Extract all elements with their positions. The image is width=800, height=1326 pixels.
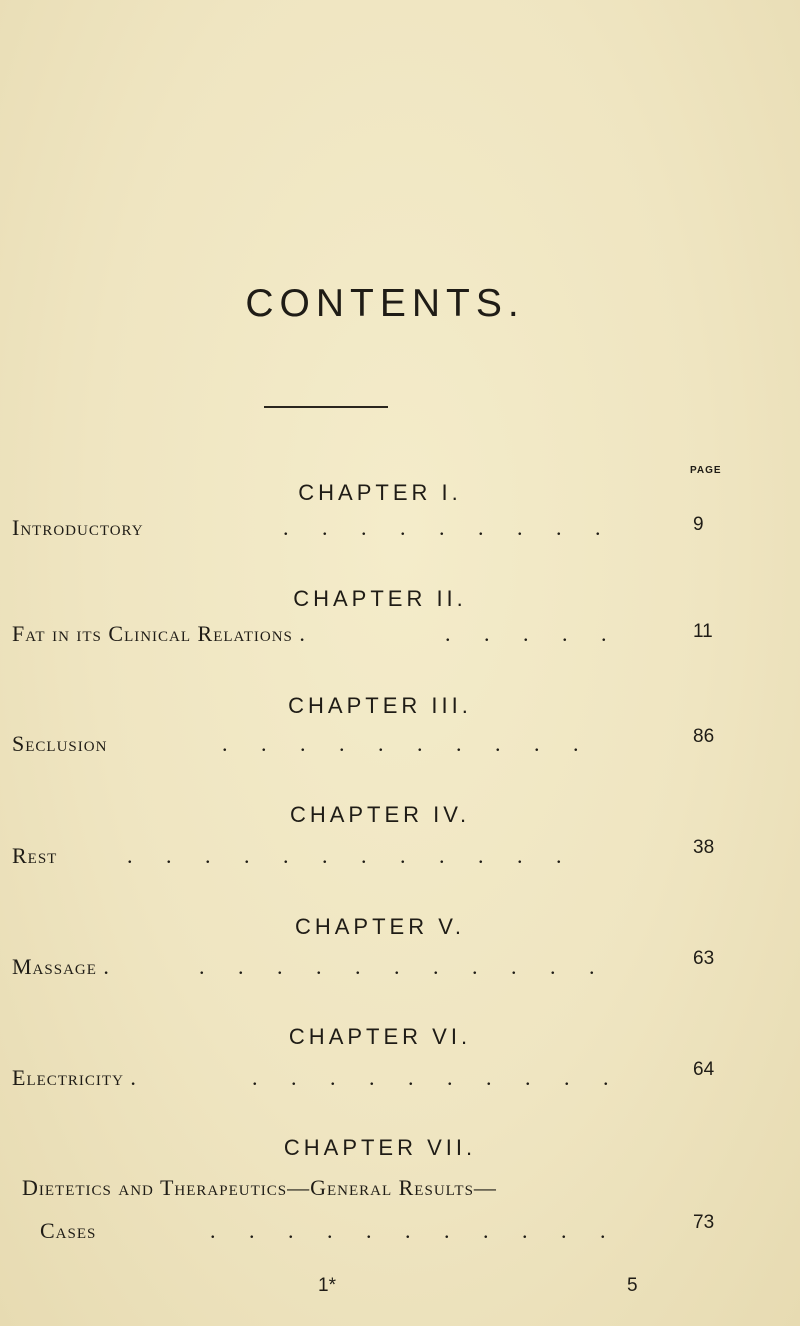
chapter-heading-4: CHAPTER IV.	[289, 802, 471, 827]
page-number-5: 63	[693, 948, 715, 969]
chapter-title-5: Massage .	[12, 954, 110, 979]
page-number-6: 64	[693, 1059, 715, 1080]
leader-dots-7: . . . . . . . . . . .	[210, 1218, 620, 1243]
chapter-heading-5: CHAPTER V.	[294, 914, 465, 939]
folio-number: 5	[627, 1275, 638, 1296]
chapter-heading-3: CHAPTER III.	[288, 693, 472, 718]
chapter-heading-1: CHAPTER I.	[298, 480, 462, 505]
leader-dots-4: . . . . . . . . . . . .	[127, 843, 576, 868]
chapter-heading-6: CHAPTER VI.	[288, 1024, 472, 1049]
chapter-title-6: Electricity .	[12, 1065, 137, 1090]
page-title: CONTENTS.	[245, 282, 525, 325]
chapter-title-1: Introductory	[12, 515, 144, 540]
title-rule	[264, 406, 388, 408]
chapter-title-7: Dietetics and Therapeutics—General Results—	[22, 1175, 497, 1200]
chapter-heading-7: CHAPTER VII.	[283, 1135, 477, 1160]
leader-dots-1: . . . . . . . . .	[283, 515, 615, 540]
leader-dots-6: . . . . . . . . . .	[252, 1065, 623, 1090]
page-number-1: 9	[693, 514, 704, 535]
signature-mark: 1*	[318, 1275, 336, 1296]
leader-dots-3: . . . . . . . . . .	[222, 731, 593, 756]
leader-dots-5: . . . . . . . . . . .	[199, 954, 609, 979]
page-number-7: 73	[693, 1212, 715, 1233]
page-number-3: 86	[693, 726, 715, 747]
leader-dots-2: . . . . .	[445, 621, 621, 646]
page-column-label: PAGE	[690, 465, 722, 476]
page-number-4: 38	[693, 837, 715, 858]
page-number-2: 11	[693, 621, 713, 642]
chapter-title-3: Seclusion	[12, 731, 108, 756]
chapter-title-2: Fat in its Clinical Relations .	[12, 621, 306, 646]
chapter-heading-2: CHAPTER II.	[293, 586, 467, 611]
chapter-title-7-continued: Cases	[40, 1218, 97, 1243]
chapter-title-4: Rest	[12, 843, 58, 868]
